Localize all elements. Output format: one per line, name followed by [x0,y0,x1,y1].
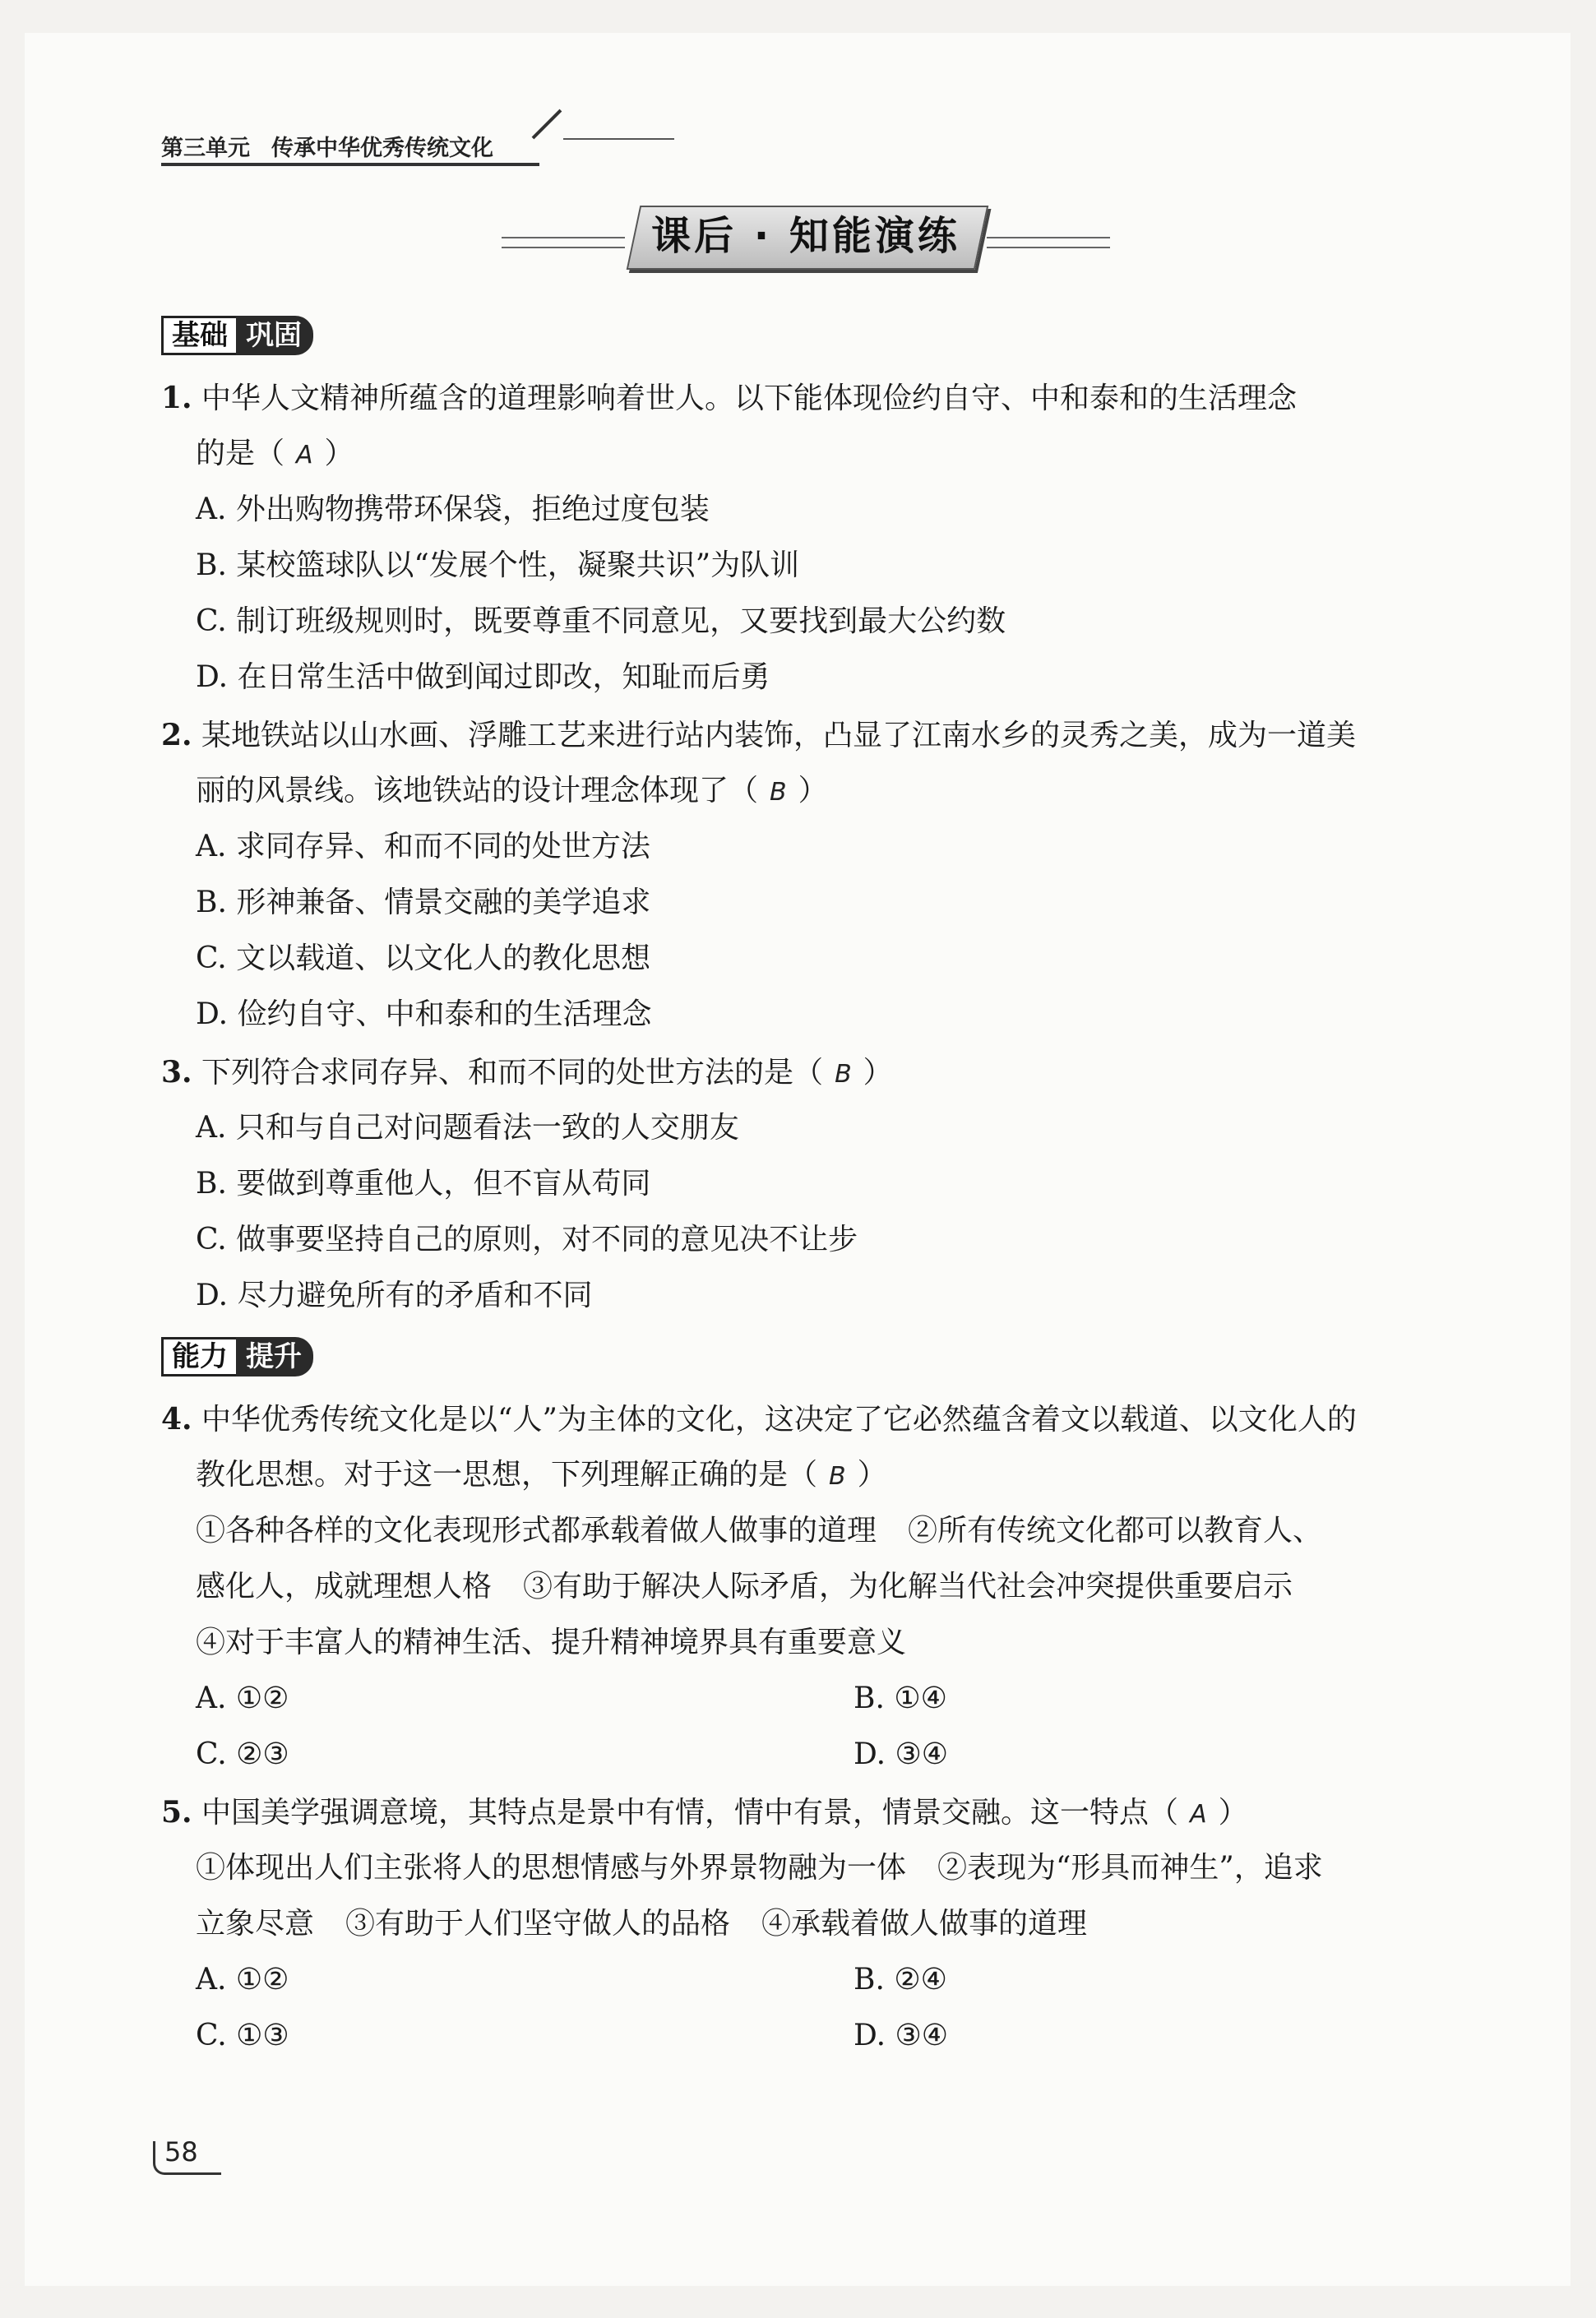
question-5-option-b: B. ②④ [854,1963,947,1996]
question-4-item-2-cont: 感化人，成就理想人格 [196,1570,493,1603]
question-2-number: 2. [161,718,192,752]
question-4-item-2: ②所有传统文化都可以教育人、 [908,1514,1323,1548]
question-5-item-3: ③有助于人们坚守做人的品格 [345,1907,731,1941]
question-5-stem-post: ） [1218,1796,1248,1830]
question-4-stem-line1: 中华优秀传统文化是以“人”为主体的文化，这决定了它必然蕴含着文以载道、以文化人的 [201,1403,1357,1437]
page-sheet [25,33,1571,2286]
question-5-option-d: D. ③④ [854,2019,949,2052]
question-2-option-d: D. 俭约自守、中和泰和的生活理念 [196,997,652,1031]
section-title: 课后 · 知能演练 [651,213,960,259]
question-5-items-line2 [196,1906,1087,1942]
question-4-option-c: C. ②③ [196,1737,289,1771]
question-2-stem-line1: 某地铁站以山水画、浮雕工艺来进行站内装饰，凸显了江南水乡的灵秀之美，成为一道美 [201,719,1357,752]
question-1-stem [161,380,1297,417]
question-5-item-1: ①体现出人们主张将人的思想情感与外界景物融为一体 [196,1851,907,1885]
question-1-option-c: C. 制订班级规则时，既要尊重不同意见，又要找到最大公约数 [196,604,1006,638]
question-1-stem-line1: 中华人文精神所蕴含的道理影响着世人。以下能体现俭约自守、中和泰和的生活理念 [201,382,1298,415]
question-4-item-1: ①各种各样的文化表现形式都承载着做人做事的道理 [196,1514,877,1548]
question-4-items-line1 [196,1513,1322,1549]
question-4-stem-line2 [196,1457,887,1495]
question-3-option-a: A. 只和与自己对问题看法一致的人交朋友 [196,1111,739,1145]
question-5-stem-pre: 中国美学强调意境，其特点是景中有情，情中有景，情景交融。这一特点（ [201,1796,1179,1830]
question-2-stem [161,717,1356,754]
unit-header [161,130,493,162]
question-2-stem-post: ） [798,774,828,807]
unit-title: 传承中华优秀传统文化 [271,136,493,161]
banner-lines-left [502,237,625,248]
question-1-number: 1. [161,381,192,415]
question-5-answer: A [1190,1800,1207,1829]
banner-lines-right [987,237,1110,248]
question-4-number: 4. [161,1402,192,1437]
question-5-option-c: C. ①③ [196,2019,289,2052]
header-rule [161,163,539,166]
question-5-number: 5. [161,1795,192,1830]
section-tag-basic-part2: 巩固 [236,316,313,355]
question-2-option-b: B. 形神兼备、情景交融的美学追求 [196,886,651,919]
question-3-number: 3. [161,1055,192,1090]
question-5-option-a: A. ①② [196,1963,289,1996]
question-2-stem-pre: 丽的风景线。该地铁站的设计理念体现了（ [196,774,759,807]
header-thin-rule [563,138,674,140]
question-3-stem-pre: 下列符合求同存异、和而不同的处世方法的是（ [201,1056,824,1090]
question-2-stem-line2 [196,773,828,811]
page-number: 58 [164,2136,198,2168]
question-5-item-2-cont: 立象尽意 [196,1907,315,1941]
question-4-option-b: B. ①④ [854,1682,947,1715]
question-4-option-a: A. ①② [196,1682,289,1715]
question-1-stem-pre: 的是（ [196,437,285,470]
question-1-answer: A [296,441,313,470]
question-4-option-d: D. ③④ [854,1737,949,1771]
question-3-stem-post: ） [863,1056,893,1090]
question-5-items-line1 [196,1850,1323,1886]
question-1-option-b: B. 某校篮球队以“发展个性，凝聚共识”为队训 [196,548,800,582]
section-tag-basic-part1: 基础 [161,316,238,355]
section-title-banner [502,206,1110,271]
unit-label: 第三单元 [161,136,250,161]
section-tag-advanced [161,1337,313,1376]
question-5-item-2: ②表现为“形具而神生”，追求 [937,1851,1323,1885]
question-4-item-4: ④对于丰富人的精神生活、提升精神境界具有重要意义 [196,1626,907,1659]
question-4-stem [161,1401,1357,1438]
section-tag-advanced-part1: 能力 [161,1337,238,1376]
question-3-option-c: C. 做事要坚持自己的原则，对不同的意见决不让步 [196,1223,858,1256]
question-4-answer: B [829,1462,846,1491]
question-1-option-d: D. 在日常生活中做到闻过即改，知耻而后勇 [196,660,770,694]
question-1-stem-post: ） [324,437,354,470]
question-4-stem-post: ） [857,1458,887,1492]
question-4-item-3: ③有助于解决人际矛盾，为化解当代社会冲突提供重要启示 [523,1570,1293,1603]
section-tag-basic [161,316,313,355]
question-4-stem-pre: 教化思想。对于这一思想，下列理解正确的是（ [196,1458,818,1492]
question-2-option-c: C. 文以载道、以文化人的教化思想 [196,942,651,975]
question-2-answer: B [770,778,787,807]
question-3-answer: B [835,1060,852,1089]
question-1-stem-line2 [196,436,354,474]
question-4-items-line2 [196,1569,1293,1605]
question-5-stem [161,1794,1248,1833]
section-tag-advanced-part2: 提升 [236,1337,313,1376]
question-3-option-b: B. 要做到尊重他人，但不盲从苟同 [196,1167,651,1201]
question-1-option-a: A. 外出购物携带环保袋，拒绝过度包装 [196,493,710,526]
question-2-option-a: A. 求同存异、和而不同的处世方法 [196,830,650,863]
question-3-stem [161,1054,893,1093]
question-3-option-d: D. 尽力避免所有的矛盾和不同 [196,1279,593,1312]
question-5-item-4: ④承载着做人做事的道理 [761,1907,1088,1941]
